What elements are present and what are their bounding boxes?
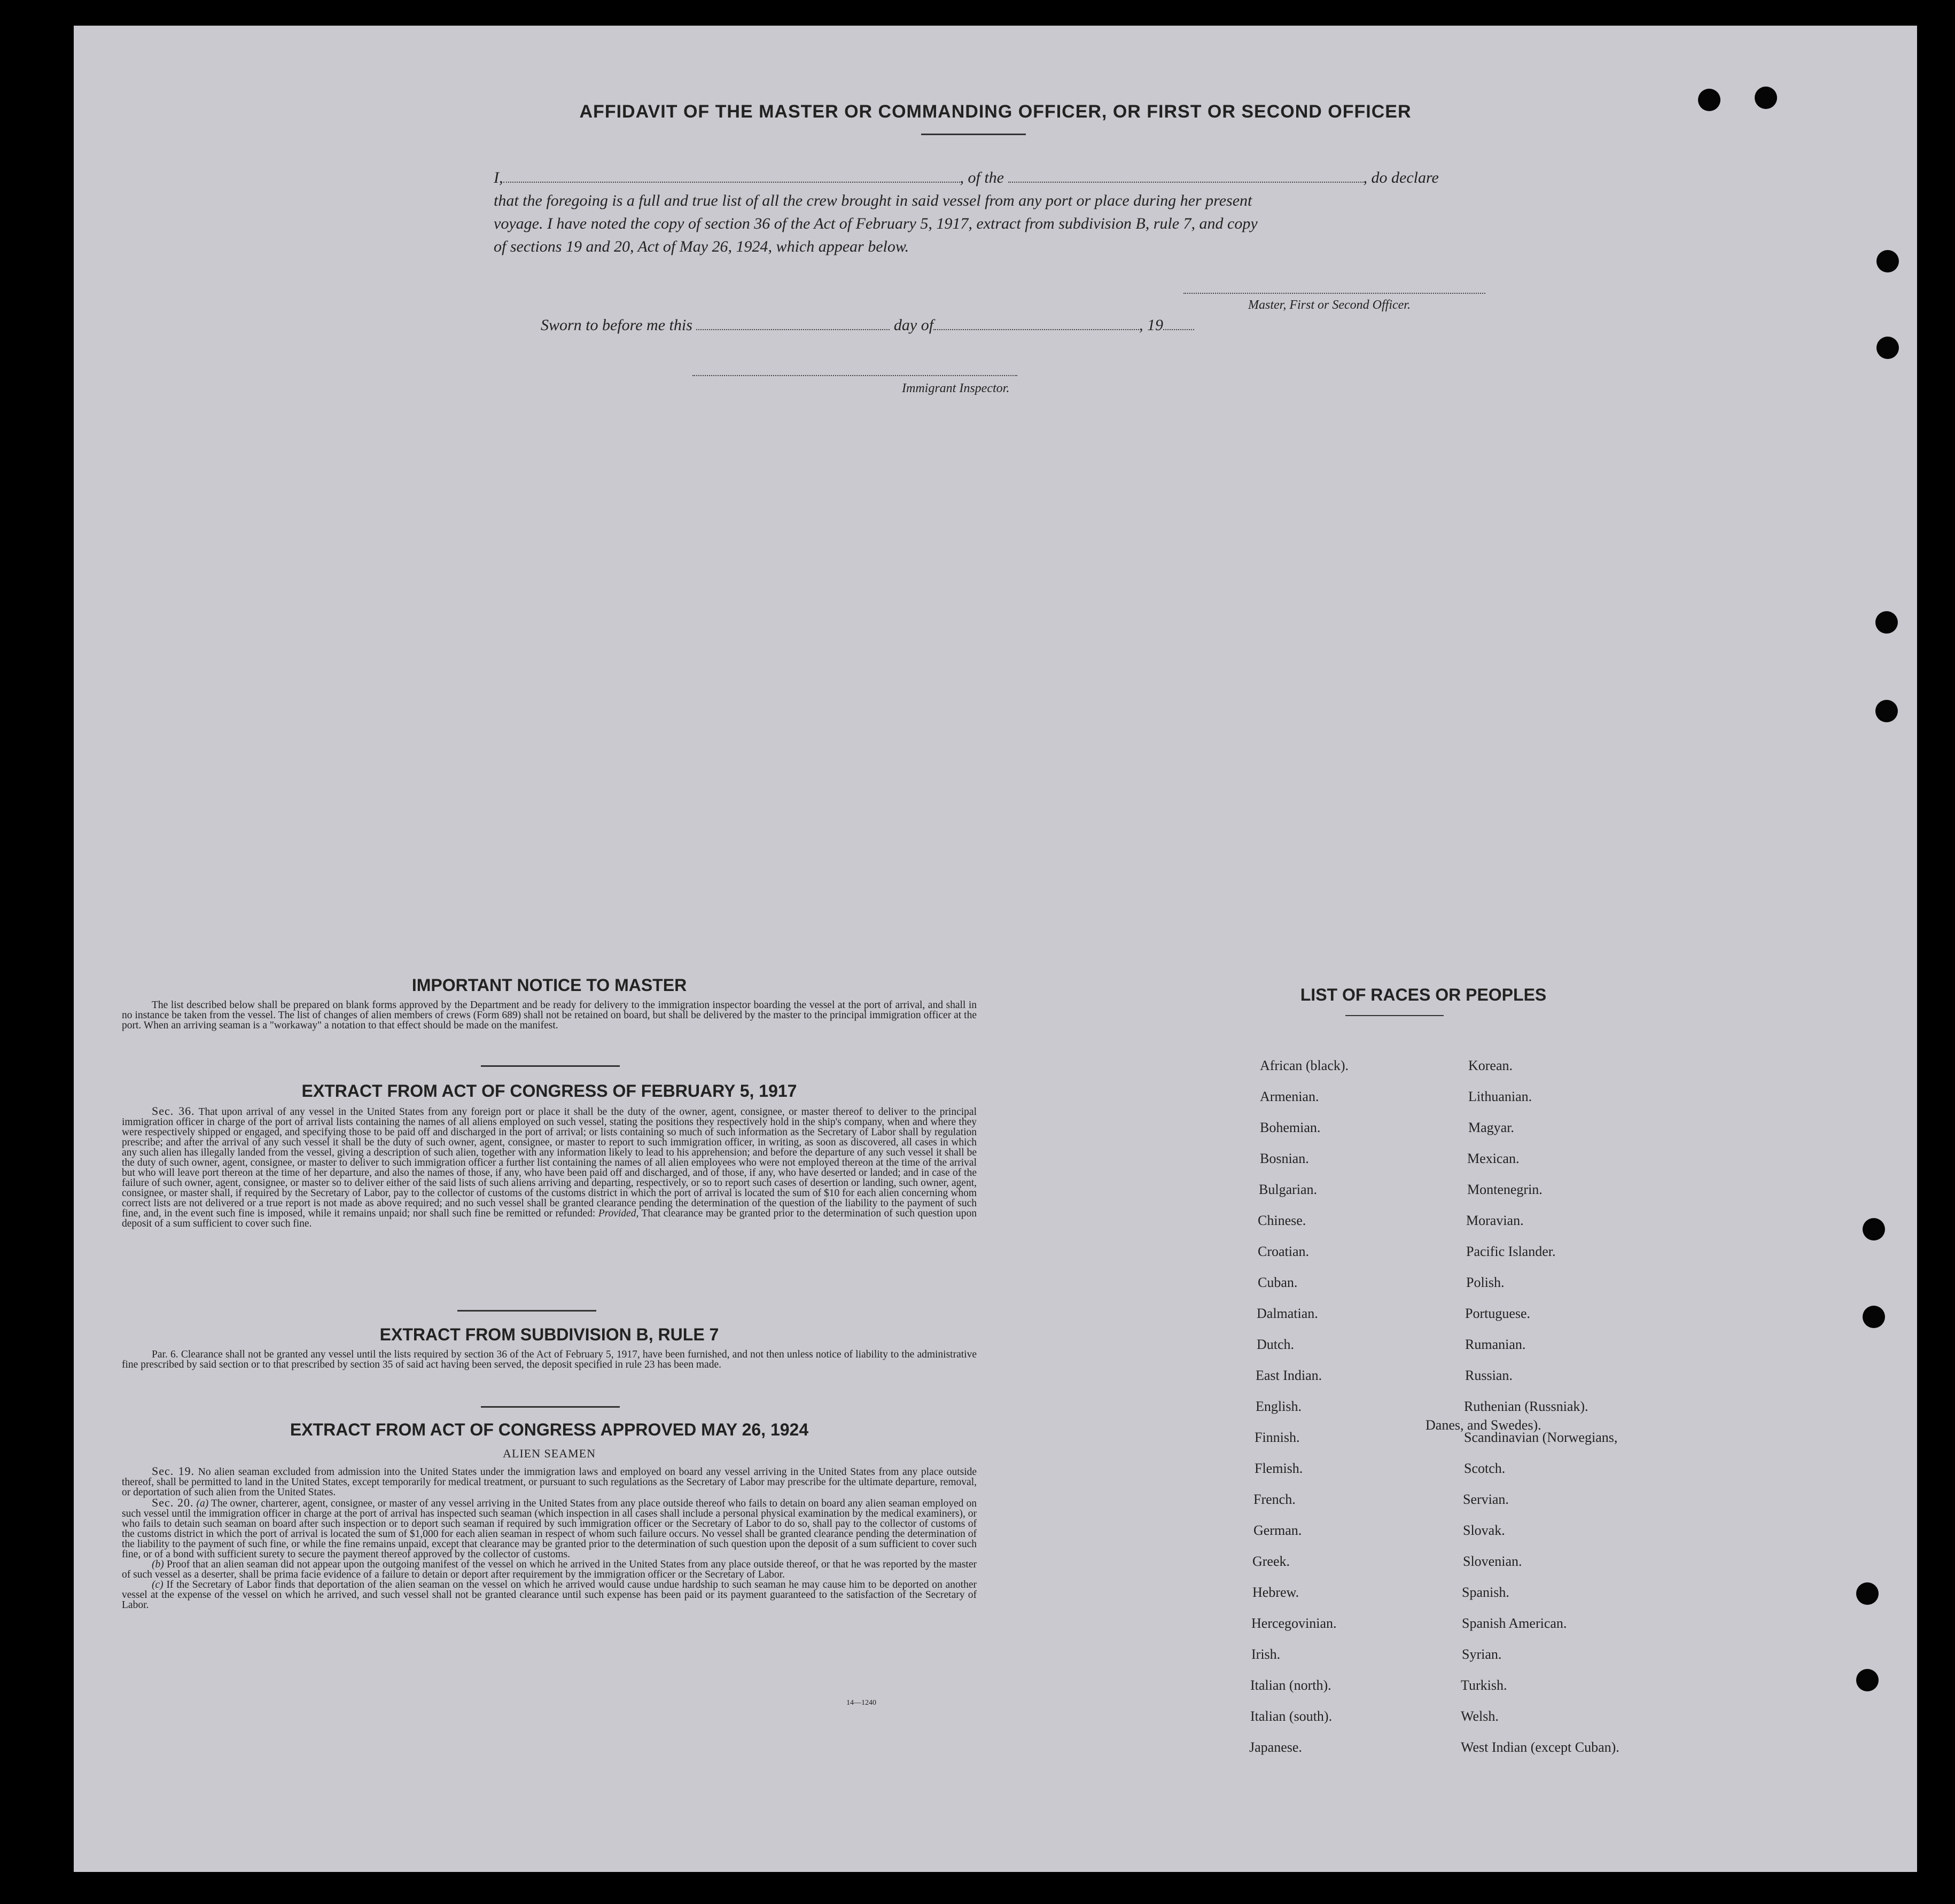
race-col1-item-8: Cuban.	[1258, 1275, 1298, 1290]
race-col2-item-4: Mexican.	[1467, 1151, 1520, 1166]
race-col2-item-3: Magyar.	[1468, 1120, 1514, 1135]
race-col1-item-22: Italian (south).	[1250, 1708, 1333, 1724]
sec-20a-label: (a)	[196, 1498, 209, 1509]
race-col1-item-11: East Indian.	[1256, 1368, 1322, 1383]
race-col2-item-2: Lithuanian.	[1468, 1089, 1532, 1104]
sec-20c-body: If the Secretary of Labor finds that deportation of the alien seaman on the vessel on which he arrived would cause undue hardship to such seaman he may cause him to be deported on another vessel at the expense of the vessel on which he arrived, and such vessel shall not be granted clearance until such expense has been paid or its payment guaranteed to the satisfaction of the Secretary of Labor.	[122, 1579, 977, 1611]
race-scandinavian-continuation: Danes, and Swedes).	[1426, 1417, 1541, 1433]
race-col2-item-9: Portuguese.	[1465, 1306, 1531, 1321]
punch-hole-9	[1856, 1582, 1879, 1605]
punch-hole-10	[1856, 1669, 1879, 1691]
race-col1-item-3: Bohemian.	[1260, 1120, 1321, 1135]
race-col1-item-13: Finnish.	[1255, 1430, 1300, 1445]
race-col2-item-14: Scotch.	[1464, 1461, 1506, 1476]
day-blank[interactable]	[696, 329, 890, 330]
race-col2-item-1: Korean.	[1468, 1058, 1513, 1073]
race-col2-item-6: Moravian.	[1466, 1213, 1524, 1228]
form-number: 14—1240	[846, 1699, 876, 1707]
race-col1-item-23: Japanese.	[1249, 1739, 1302, 1755]
affidavit-line-4: of sections 19 and 20, Act of May 26, 1924, which appear below.	[494, 238, 909, 255]
notice-rule	[481, 1065, 620, 1067]
year-blank[interactable]	[1163, 329, 1194, 330]
notice-text: The list described below shall be prepared on blank forms approved by the Department and be ready for delivery to the immigration inspector boarding the vessel at the port of arrival, and shall in no instance be taken from the vessel. The list of changes of alien members of crews (Form 689) shall not be retained on board, but shall be delivered by the master to the principal immigration officer at the port. When an arriving seaman is a "workaway" a notation to that effect should be made on the manifest.	[122, 1000, 977, 1031]
race-col1-item-1: African (black).	[1260, 1058, 1349, 1073]
race-col2-item-10: Rumanian.	[1465, 1337, 1526, 1352]
sec-36-label: Sec. 36.	[152, 1104, 195, 1118]
subdivision-b-rule	[481, 1406, 620, 1408]
race-col2-item-12: Ruthenian (Russniak).	[1464, 1399, 1588, 1414]
race-col2-item-19: Spanish American.	[1462, 1616, 1567, 1631]
of-the-label: , of the	[960, 169, 1004, 186]
sec-20a-paragraph	[122, 1497, 977, 1559]
punch-hole-3	[1876, 250, 1899, 272]
proviso-label: Provided,	[598, 1208, 639, 1219]
subdivision-b-title: EXTRACT FROM SUBDIVISION B, RULE 7	[379, 1325, 719, 1344]
affidavit-line-1	[494, 169, 1439, 187]
race-col2-item-18: Spanish.	[1462, 1585, 1509, 1600]
affidavit-line-2: that the foregoing is a full and true list of all the crew brought in said vessel from any port or place during her present	[494, 192, 1252, 209]
race-col1-item-20: Irish.	[1251, 1647, 1281, 1662]
race-col2-item-21: Turkish.	[1461, 1677, 1507, 1693]
do-declare-label: , do declare	[1363, 169, 1439, 186]
races-title: LIST OF RACES OR PEOPLES	[1300, 985, 1547, 1004]
affidavit-title-rule	[921, 134, 1026, 135]
name-blank[interactable]	[503, 181, 960, 183]
sec-36-body: That upon arrival of any vessel in the United States from any foreign port or place it shall be the duty of the owner, agent, consignee, or master thereof to deliver to the principal immigration officer in charge of the port of arrival lists containing the names of all aliens employed on such vessel, stating the positions they respectively hold in the ship's company, when and where they were respectively shipped or engaged, and specifying those to be paid off and discharged in the port of arrival; or lists containing so much of such information as the Secretary of Labor shall by regulation prescribe; and after the arrival of any such vessel it shall be the duty of such owner, agent, consignee, or master to report to such immigration officer, in writing, as soon as discovered, all cases in which any such alien has illegally landed from the vessel, giving a description of such alien, together with any information likely to lead to his apprehension; and before the departure of any such vessel it shall be the duty of such owner, agent, consignee, or master to deliver to such immigration officer a further list containing the names of all alien employees who were not employed thereon at the time of the arrival but who will leave port thereon at the time of her departure, and also the names of those, if any, who have been paid off and discharged, and of those, if any, who have deserted or landed; and in case of the failure of such owner, agent, consignee, or master so to deliver either of the said lists of such aliens arriving and departing, respectively, or so to report such cases of desertion or landing, such owner, agent, consignee, or master shall, if required by the Secretary of Labor, pay to the collector of customs of the customs district in which the port of arrival is located the sum of $10 for each alien concerning whom correct lists are not delivered or a true report is not made as above required; and no such vessel shall be granted clearance pending the determination of the question of the liability to the payment of such fine, and, in the event such fine is imposed, while it remains unpaid; nor shall such fine be remitted or refunded:	[122, 1106, 977, 1219]
punch-hole-5	[1875, 611, 1898, 634]
extract-1917-rule	[457, 1310, 596, 1312]
punch-hole-7	[1863, 1218, 1885, 1240]
inspector-signature-label: Immigrant Inspector.	[902, 381, 1010, 395]
race-col1-item-18: Hebrew.	[1252, 1585, 1299, 1600]
race-col2-item-15: Servian.	[1463, 1492, 1509, 1507]
sec-20a-body: The owner, charterer, agent, consignee, or master of any vessel arriving in the United States from any place outside thereof who fails to detain on board any alien seaman employed on such vessel until the immigration officer in charge at the port of arrival has inspected such seaman (which inspection in all cases shall include a personal physical examination by the medical examiners), or who fails to detain such seaman on board after such inspection or to deport such seaman if required by such immigration officer or the Secretary of Labor to do so, shall pay to the collector of customs of the customs district in which the port of arrival is located the sum of $1,000 for each alien seaman in respect of whom such failure occurs. No vessel shall be granted clearance pending the determination of the liability to the payment of such fine, or while the fine remains unpaid, except that clearance may be granted prior to the determination of such question upon the deposit of a sum sufficient to cover such fine, or of a bond with sufficient surety to secure the payment thereof approved by the collector of customs.	[122, 1498, 977, 1560]
master-signature-label: Master, First or Second Officer.	[1248, 298, 1411, 312]
race-col2-item-8: Polish.	[1466, 1275, 1505, 1290]
race-col1-item-9: Dalmatian.	[1257, 1306, 1318, 1321]
subdivision-b-text: Par. 6. Clearance shall not be granted any vessel until the lists required by section 36 of the Act of February 5, 1917, have been furnished, and not then unless notice of liability to the administrative fine prescribed by said section or to that prescribed by section 35 of said act having been served, the deposit specified in rule 23 has been made.	[122, 1349, 977, 1370]
affidavit-line-3: voyage. I have noted the copy of section 36 of the Act of February 5, 1917, extract from subdivision B, rule 7, and copy	[494, 215, 1258, 232]
race-col1-item-16: German.	[1253, 1523, 1302, 1538]
sec-20c-paragraph	[122, 1580, 977, 1610]
sec-19-body: No alien seaman excluded from admission into the United States under the immigration laws and employed on board any vessel arriving in the United States from any place outside thereof, shall be permitted to land in the United States, except temporarily for medical treatment, or pursuant to such regulations as the Secretary of Labor may prescribe for the ultimate departure, removal, or deportation of such alien from the United States.	[122, 1466, 977, 1498]
punch-hole-6	[1875, 700, 1898, 722]
sec-19-label: Sec. 19.	[152, 1464, 195, 1478]
race-col1-item-17: Greek.	[1252, 1554, 1290, 1569]
sworn-line	[541, 316, 1194, 334]
race-col1-item-19: Hercegovinian.	[1251, 1616, 1337, 1631]
sec-20b-label: (b)	[152, 1559, 164, 1570]
race-col2-item-13: Scandinavian (Norwegians,	[1464, 1430, 1618, 1445]
race-col2-item-23: West Indian (except Cuban).	[1461, 1739, 1619, 1755]
sec-19-paragraph	[122, 1466, 977, 1497]
sec-36-body-end: That clearance may be granted prior to the determination of such question upon deposit of a sum sufficient to cover such fine.	[122, 1208, 977, 1229]
race-col2-item-16: Slovak.	[1463, 1523, 1505, 1538]
race-col2-item-7: Pacific Islander.	[1466, 1244, 1556, 1259]
master-signature-line[interactable]	[1183, 293, 1485, 294]
race-col1-item-12: English.	[1256, 1399, 1302, 1414]
sec-20b-body: Proof that an alien seaman did not appear upon the outgoing manifest of the vessel on which he arrived in the United States from any place outside thereof, or that he was reported by the master of such vessel as a deserter, shall be prima facie evidence of a failure to detain or deport after requirement by the immigration officer or the Secretary of Labor.	[122, 1559, 977, 1580]
race-col2-item-5: Montenegrin.	[1467, 1182, 1543, 1197]
vessel-blank[interactable]	[1008, 181, 1364, 183]
extract-1924-title: EXTRACT FROM ACT OF CONGRESS APPROVED MAY 26, 1924	[290, 1420, 809, 1439]
form-page	[74, 26, 1917, 1872]
race-col1-item-21: Italian (north).	[1250, 1677, 1331, 1693]
race-col2-item-11: Russian.	[1465, 1368, 1513, 1383]
extract-1924-text	[122, 1466, 977, 1610]
race-col1-item-10: Dutch.	[1257, 1337, 1295, 1352]
extract-1917-text	[122, 1106, 977, 1229]
race-col2-item-17: Slovenian.	[1463, 1554, 1522, 1569]
race-col1-item-4: Bosnian.	[1260, 1151, 1309, 1166]
punch-hole-4	[1876, 337, 1899, 359]
day-of-label: day of	[893, 316, 934, 334]
extract-1917-title: EXTRACT FROM ACT OF CONGRESS OF FEBRUARY 5, 1917	[301, 1081, 797, 1101]
inspector-signature-line[interactable]	[692, 375, 1017, 376]
race-col1-item-15: French.	[1253, 1492, 1296, 1507]
sworn-label: Sworn to before me this	[541, 316, 692, 334]
affidavit-title: AFFIDAVIT OF THE MASTER OR COMMANDING OFFICER, OR FIRST OR SECOND OFFICER	[579, 102, 1412, 122]
alien-seamen-subtitle: ALIEN SEAMEN	[503, 1447, 596, 1460]
race-col1-item-2: Armenian.	[1260, 1089, 1319, 1104]
race-col2-item-20: Syrian.	[1462, 1647, 1502, 1662]
year-prefix-label: , 19	[1139, 316, 1164, 334]
notice-title: IMPORTANT NOTICE TO MASTER	[411, 976, 687, 995]
race-col1-item-5: Bulgarian.	[1259, 1182, 1318, 1197]
affidavit-I-label: I,	[494, 169, 503, 186]
month-blank[interactable]	[933, 329, 1139, 330]
sec-20-label: Sec. 20.	[152, 1496, 194, 1509]
punch-hole-8	[1863, 1306, 1885, 1328]
sec-20b-paragraph	[122, 1559, 977, 1580]
race-col1-item-6: Chinese.	[1258, 1213, 1306, 1228]
race-col2-item-22: Welsh.	[1461, 1708, 1499, 1724]
race-col1-item-7: Croatian.	[1258, 1244, 1310, 1259]
sec-20c-label: (c)	[152, 1579, 163, 1590]
race-col1-item-14: Flemish.	[1255, 1461, 1303, 1476]
races-rule	[1345, 1015, 1444, 1016]
